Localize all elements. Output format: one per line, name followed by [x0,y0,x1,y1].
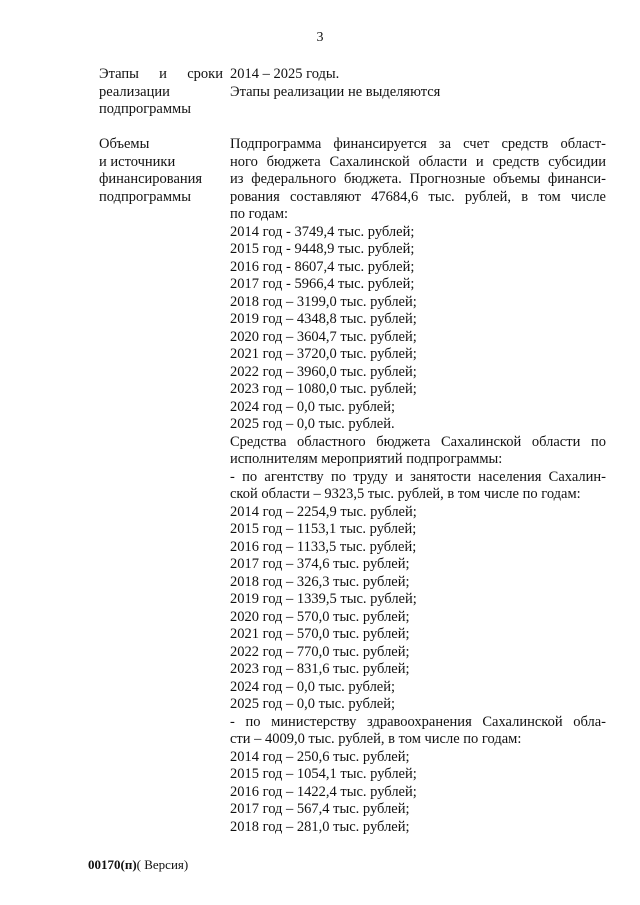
agency-year-line: 2014 год – 2254,9 тыс. рублей; [230,503,417,520]
ministry-year-line: 2018 год – 281,0 тыс. рублей; [230,818,410,835]
total-year-line: 2020 год – 3604,7 тыс. рублей; [230,328,417,345]
agency-year-line: 2022 год – 770,0 тыс. рублей; [230,643,410,660]
funding-intro-line: ного бюджета Сахалинской области и средств субсидии [230,153,606,170]
stages-label-line: подпрограммы [99,101,191,117]
labor-agency-line: - по агентству по труду и занятости населения Сахалин- [230,468,606,485]
footer-version: ( Версия) [136,857,189,872]
health-ministry-line: сти – 4009,0 тыс. рублей, в том числе по годам: [230,731,522,747]
funding-label [99,136,225,206]
total-year-line: 2016 год - 8607,4 тыс. рублей; [230,258,415,275]
labor-agency-line: ской области – 9323,5 тыс. рублей, в том числе по годам: [230,486,581,502]
ministry-year-line: 2016 год – 1422,4 тыс. рублей; [230,783,417,800]
agency-year-line: 2020 год – 570,0 тыс. рублей; [230,608,410,625]
agency-year-line: 2025 год – 0,0 тыс. рублей; [230,696,396,712]
ministry-year-line: 2015 год – 1054,1 тыс. рублей; [230,766,417,782]
stages-label-first-line [99,66,223,84]
total-year-line: 2015 год - 9448,9 тыс. рублей; [230,241,415,257]
stages-label [99,66,225,119]
funding-label-line: Объемы [99,136,150,152]
funding-label-line: и источники [99,153,176,170]
agency-year-line: 2021 год – 570,0 тыс. рублей; [230,626,410,642]
stages-label-word: сроки [187,66,223,82]
stages-years: 2014 – 2025 годы. [230,66,340,82]
footer-code: 00170(п) [88,857,137,872]
stages-content [230,66,606,101]
agency-year-line: 2017 год – 374,6 тыс. рублей; [230,556,410,572]
total-year-line: 2019 год – 4348,8 тыс. рублей; [230,311,417,327]
agency-year-line: 2024 год – 0,0 тыс. рублей; [230,678,396,695]
health-ministry-line: - по министерству здравоохранения Сахалинской обла- [230,713,606,730]
total-year-line: 2022 год – 3960,0 тыс. рублей; [230,363,417,380]
ministry-year-line: 2017 год – 567,4 тыс. рублей; [230,801,410,817]
footer-document-code [88,857,188,873]
regional-budget-line: исполнителям мероприятий подпрограммы: [230,451,503,467]
funding-label-line: подпрограммы [99,188,191,205]
agency-year-line: 2016 год – 1133,5 тыс. рублей; [230,538,417,555]
total-year-line: 2018 год – 3199,0 тыс. рублей; [230,293,417,310]
agency-year-line: 2019 год – 1339,5 тыс. рублей; [230,591,417,607]
total-year-line: 2023 год – 1080,0 тыс. рублей; [230,381,417,397]
ministry-year-line: 2014 год – 250,6 тыс. рублей; [230,748,410,765]
agency-year-line: 2023 год – 831,6 тыс. рублей; [230,661,410,677]
funding-label-line: финансирования [99,171,203,187]
stages-label-line: реализации [99,83,170,100]
agency-year-line: 2018 год – 326,3 тыс. рублей; [230,573,410,590]
regional-budget-line: Средства областного бюджета Сахалинской области по [230,433,606,450]
stages-label-word: и [159,66,167,82]
total-year-line: 2025 год – 0,0 тыс. рублей. [230,416,395,432]
funding-intro-line: рования составляют 47684,6 тыс. рублей, в том числе [230,188,606,205]
total-year-line: 2021 год – 3720,0 тыс. рублей; [230,346,417,362]
total-year-line: 2014 год - 3749,4 тыс. рублей; [230,223,415,240]
funding-intro-line: по годам: [230,206,289,222]
funding-content [230,136,606,836]
funding-intro-line: из федерального бюджета. Прогнозные объемы финанси- [230,171,606,187]
agency-year-line: 2015 год – 1153,1 тыс. рублей; [230,521,417,537]
stages-note: Этапы реализации не выделяются [230,83,441,100]
page-number: 3 [316,30,324,45]
total-year-line: 2017 год - 5966,4 тыс. рублей; [230,276,415,292]
funding-intro-line: Подпрограмма финансируется за счет средств област- [230,136,606,152]
stages-label-word: Этапы [99,66,139,82]
total-year-line: 2024 год – 0,0 тыс. рублей; [230,398,396,415]
